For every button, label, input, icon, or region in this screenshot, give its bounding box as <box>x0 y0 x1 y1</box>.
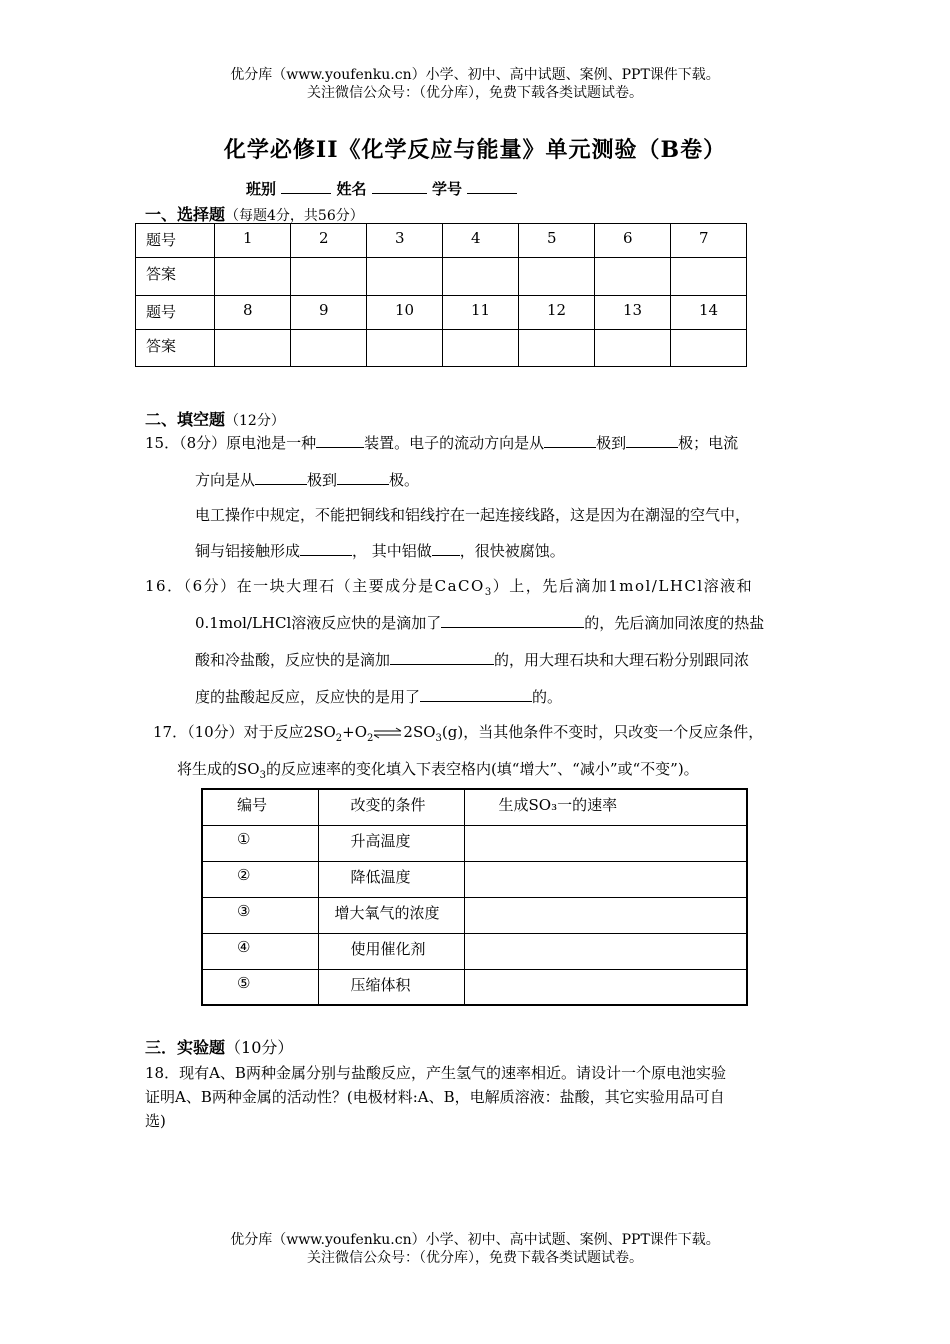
answer-cell[interactable] <box>215 330 291 367</box>
q15-blank-2[interactable] <box>544 433 596 448</box>
row-number: ② <box>202 861 318 897</box>
row-number: ④ <box>202 933 318 969</box>
header-rate: 生成SO₃一的速率 <box>464 789 747 825</box>
table-row <box>202 933 747 969</box>
q15-line-2 <box>195 469 419 490</box>
q16-line-3 <box>195 649 749 670</box>
page-title: 化学必修II《化学反应与能量》单元测验（B卷） <box>223 137 727 163</box>
row-label: 答案 <box>136 258 215 296</box>
table-row <box>136 258 747 296</box>
question-number: 4 <box>443 224 519 258</box>
q15-blank-7[interactable] <box>432 541 460 556</box>
row-label: 答案 <box>136 330 215 367</box>
q17-subscript: 3 <box>435 733 442 744</box>
q17-text: (g)，当其他条件不变时，只改变一个反应条件， <box>441 723 764 741</box>
q15-text: ，很快被腐蚀。 <box>459 542 565 560</box>
q16-subscript: 3 <box>484 587 493 598</box>
question-number: 14 <box>671 296 747 330</box>
q15-line-3: 电工操作中规定，不能把铜线和铝线拧在一起连接线路，这是因为在潮湿的空气中， <box>195 506 751 524</box>
q15-text: 方向是从 <box>195 471 256 489</box>
q18-line-2: 证明A、B两种金属的活动性？(电极材料:A、B，电解质溶液：盐酸，其它实验用品可自 <box>145 1088 725 1106</box>
row-label: 题号 <box>136 224 215 258</box>
q15-blank-5[interactable] <box>337 470 389 485</box>
q15-line-1 <box>145 432 738 453</box>
id-label: 学号 <box>431 180 462 198</box>
row-number: ⑤ <box>202 969 318 1005</box>
id-blank[interactable] <box>467 179 517 194</box>
table-row <box>202 897 747 933</box>
q17-text: 将生成的SO <box>177 760 260 778</box>
question-number: 10 <box>367 296 443 330</box>
name-label: 姓名 <box>336 180 367 198</box>
q16-line-4 <box>195 686 562 707</box>
q18-line-1: 18．现有A、B两种金属分别与盐酸反应，产生氢气的速率相近。请设计一个原电池实验 <box>145 1064 726 1082</box>
answer-cell[interactable] <box>595 258 671 296</box>
q16-text: 度的盐酸起反应，反应快的是用了 <box>195 688 421 706</box>
section2-heading <box>145 407 285 430</box>
section1-note: （每题4分，共56分） <box>225 208 364 224</box>
name-blank[interactable] <box>372 179 427 194</box>
table-row <box>136 296 747 330</box>
answer-cell[interactable] <box>595 330 671 367</box>
q16-text: 0.1mol/LHCl溶液反应快的是滴加了 <box>195 614 442 632</box>
q17-subscript: 3 <box>259 770 266 781</box>
question-number: 13 <box>595 296 671 330</box>
q16-blank-2[interactable] <box>390 650 494 665</box>
answer-cell[interactable] <box>367 330 443 367</box>
question-number: 1 <box>215 224 291 258</box>
question-number: 12 <box>519 296 595 330</box>
q16-text: 的，用大理石块和大理石粉分别跟同浓 <box>494 651 750 669</box>
row-number: ① <box>202 825 318 861</box>
q15-text: 装置。电子的流动方向是从 <box>364 434 545 452</box>
row-condition: 降低温度 <box>318 861 464 897</box>
table-row <box>202 825 747 861</box>
class-blank[interactable] <box>281 179 331 194</box>
question-number: 5 <box>519 224 595 258</box>
answer-cell[interactable] <box>291 330 367 367</box>
footer-line-2: 关注微信公众号：（优分库），免费下载各类试题试卷。 <box>307 1250 643 1266</box>
answer-cell[interactable] <box>367 258 443 296</box>
q15-line-4 <box>195 540 565 561</box>
rate-answer-cell[interactable] <box>464 825 747 861</box>
q15-text: 铜与铝接触形成 <box>195 542 301 560</box>
q16-text: 的，先后滴加同浓度的热盐 <box>584 614 765 632</box>
answer-cell[interactable] <box>671 258 747 296</box>
answer-grid <box>135 223 747 367</box>
answer-cell[interactable] <box>443 330 519 367</box>
q15-blank-1[interactable] <box>316 433 364 448</box>
rate-answer-cell[interactable] <box>464 969 747 1005</box>
q16-blank-1[interactable] <box>441 613 584 628</box>
q16-blank-3[interactable] <box>420 687 532 702</box>
q17-text: 的反应速率的变化填入下表空格内(填“增大”、“减小”或“不变”)。 <box>265 760 699 778</box>
q17-line-2 <box>177 758 699 781</box>
q15-blank-3[interactable] <box>626 433 678 448</box>
header-line-2: 关注微信公众号：（优分库），免费下载各类试题试卷。 <box>307 85 643 101</box>
q16-text: 16．（6分）在一块大理石（主要成分是CaCO <box>145 577 485 595</box>
row-label: 题号 <box>136 296 215 330</box>
row-condition: 压缩体积 <box>318 969 464 1005</box>
rate-answer-cell[interactable] <box>464 897 747 933</box>
rate-answer-cell[interactable] <box>464 933 747 969</box>
q15-text: 极到 <box>307 471 338 489</box>
q16-text: 的。 <box>532 688 563 706</box>
row-condition: 升高温度 <box>318 825 464 861</box>
answer-cell[interactable] <box>519 258 595 296</box>
answer-cell[interactable] <box>291 258 367 296</box>
rate-answer-cell[interactable] <box>464 861 747 897</box>
header-line-1: 优分库（www.youfenku.cn）小学、初中、高中试题、案例、PPT课件下载。 <box>230 67 720 83</box>
class-label: 班别 <box>246 180 277 198</box>
q15-text: 极。 <box>389 471 420 489</box>
question-number: 3 <box>367 224 443 258</box>
student-info <box>246 178 517 199</box>
answer-cell[interactable] <box>671 330 747 367</box>
question-number: 9 <box>291 296 367 330</box>
question-number: 11 <box>443 296 519 330</box>
q16-text: 酸和冷盐酸，反应快的是滴加 <box>195 651 391 669</box>
q15-text: 15．（8分）原电池是一种 <box>145 434 317 452</box>
q16-line-1 <box>145 575 753 598</box>
question-number: 8 <box>215 296 291 330</box>
row-number: ③ <box>202 897 318 933</box>
q16-text: ）上，先后滴加1mol/LHCl溶液和 <box>492 577 754 595</box>
header-number: 编号 <box>202 789 318 825</box>
q15-text: 极；电流 <box>678 434 739 452</box>
q17-text: +O <box>342 723 368 741</box>
q15-blank-6[interactable] <box>300 541 352 556</box>
row-condition: 使用催化剂 <box>318 933 464 969</box>
footer-line-1: 优分库（www.youfenku.cn）小学、初中、高中试题、案例、PPT课件下载。 <box>230 1232 720 1248</box>
answer-cell[interactable] <box>443 258 519 296</box>
q17-line-1 <box>153 721 763 744</box>
answer-cell[interactable] <box>215 258 291 296</box>
equilibrium-arrow-icon <box>373 727 403 739</box>
table-row <box>202 861 747 897</box>
table-row <box>202 969 747 1005</box>
q15-text: ， 其中铝做 <box>352 542 432 560</box>
q15-blank-4[interactable] <box>255 470 307 485</box>
section2-note: （12分） <box>225 413 285 429</box>
q15-text: 极到 <box>596 434 627 452</box>
question-number: 7 <box>671 224 747 258</box>
table-row <box>136 224 747 258</box>
q16-line-2 <box>195 612 764 633</box>
q17-subscript: 2 <box>335 733 343 744</box>
table-row <box>136 330 747 367</box>
section2-title: 二、填空题 <box>145 410 226 429</box>
q18-line-3: 选) <box>145 1112 166 1130</box>
question-number: 2 <box>291 224 367 258</box>
q17-text: 2SO <box>403 723 436 741</box>
section3-heading <box>145 1035 293 1058</box>
q17-subscript: 2 <box>367 733 374 744</box>
answer-cell[interactable] <box>519 330 595 367</box>
section1-title: 一、选择题 <box>145 205 226 224</box>
header-condition: 改变的条件 <box>318 789 464 825</box>
section3-note: （10分） <box>225 1038 294 1057</box>
section1-heading <box>145 202 364 225</box>
rate-table <box>201 788 748 1006</box>
question-number: 6 <box>595 224 671 258</box>
row-condition: 增大氧气的浓度 <box>318 897 464 933</box>
table-row <box>202 789 747 825</box>
q17-text: 17．（10分）对于反应2SO <box>153 723 336 741</box>
section3-title: 三．实验题 <box>145 1038 226 1057</box>
